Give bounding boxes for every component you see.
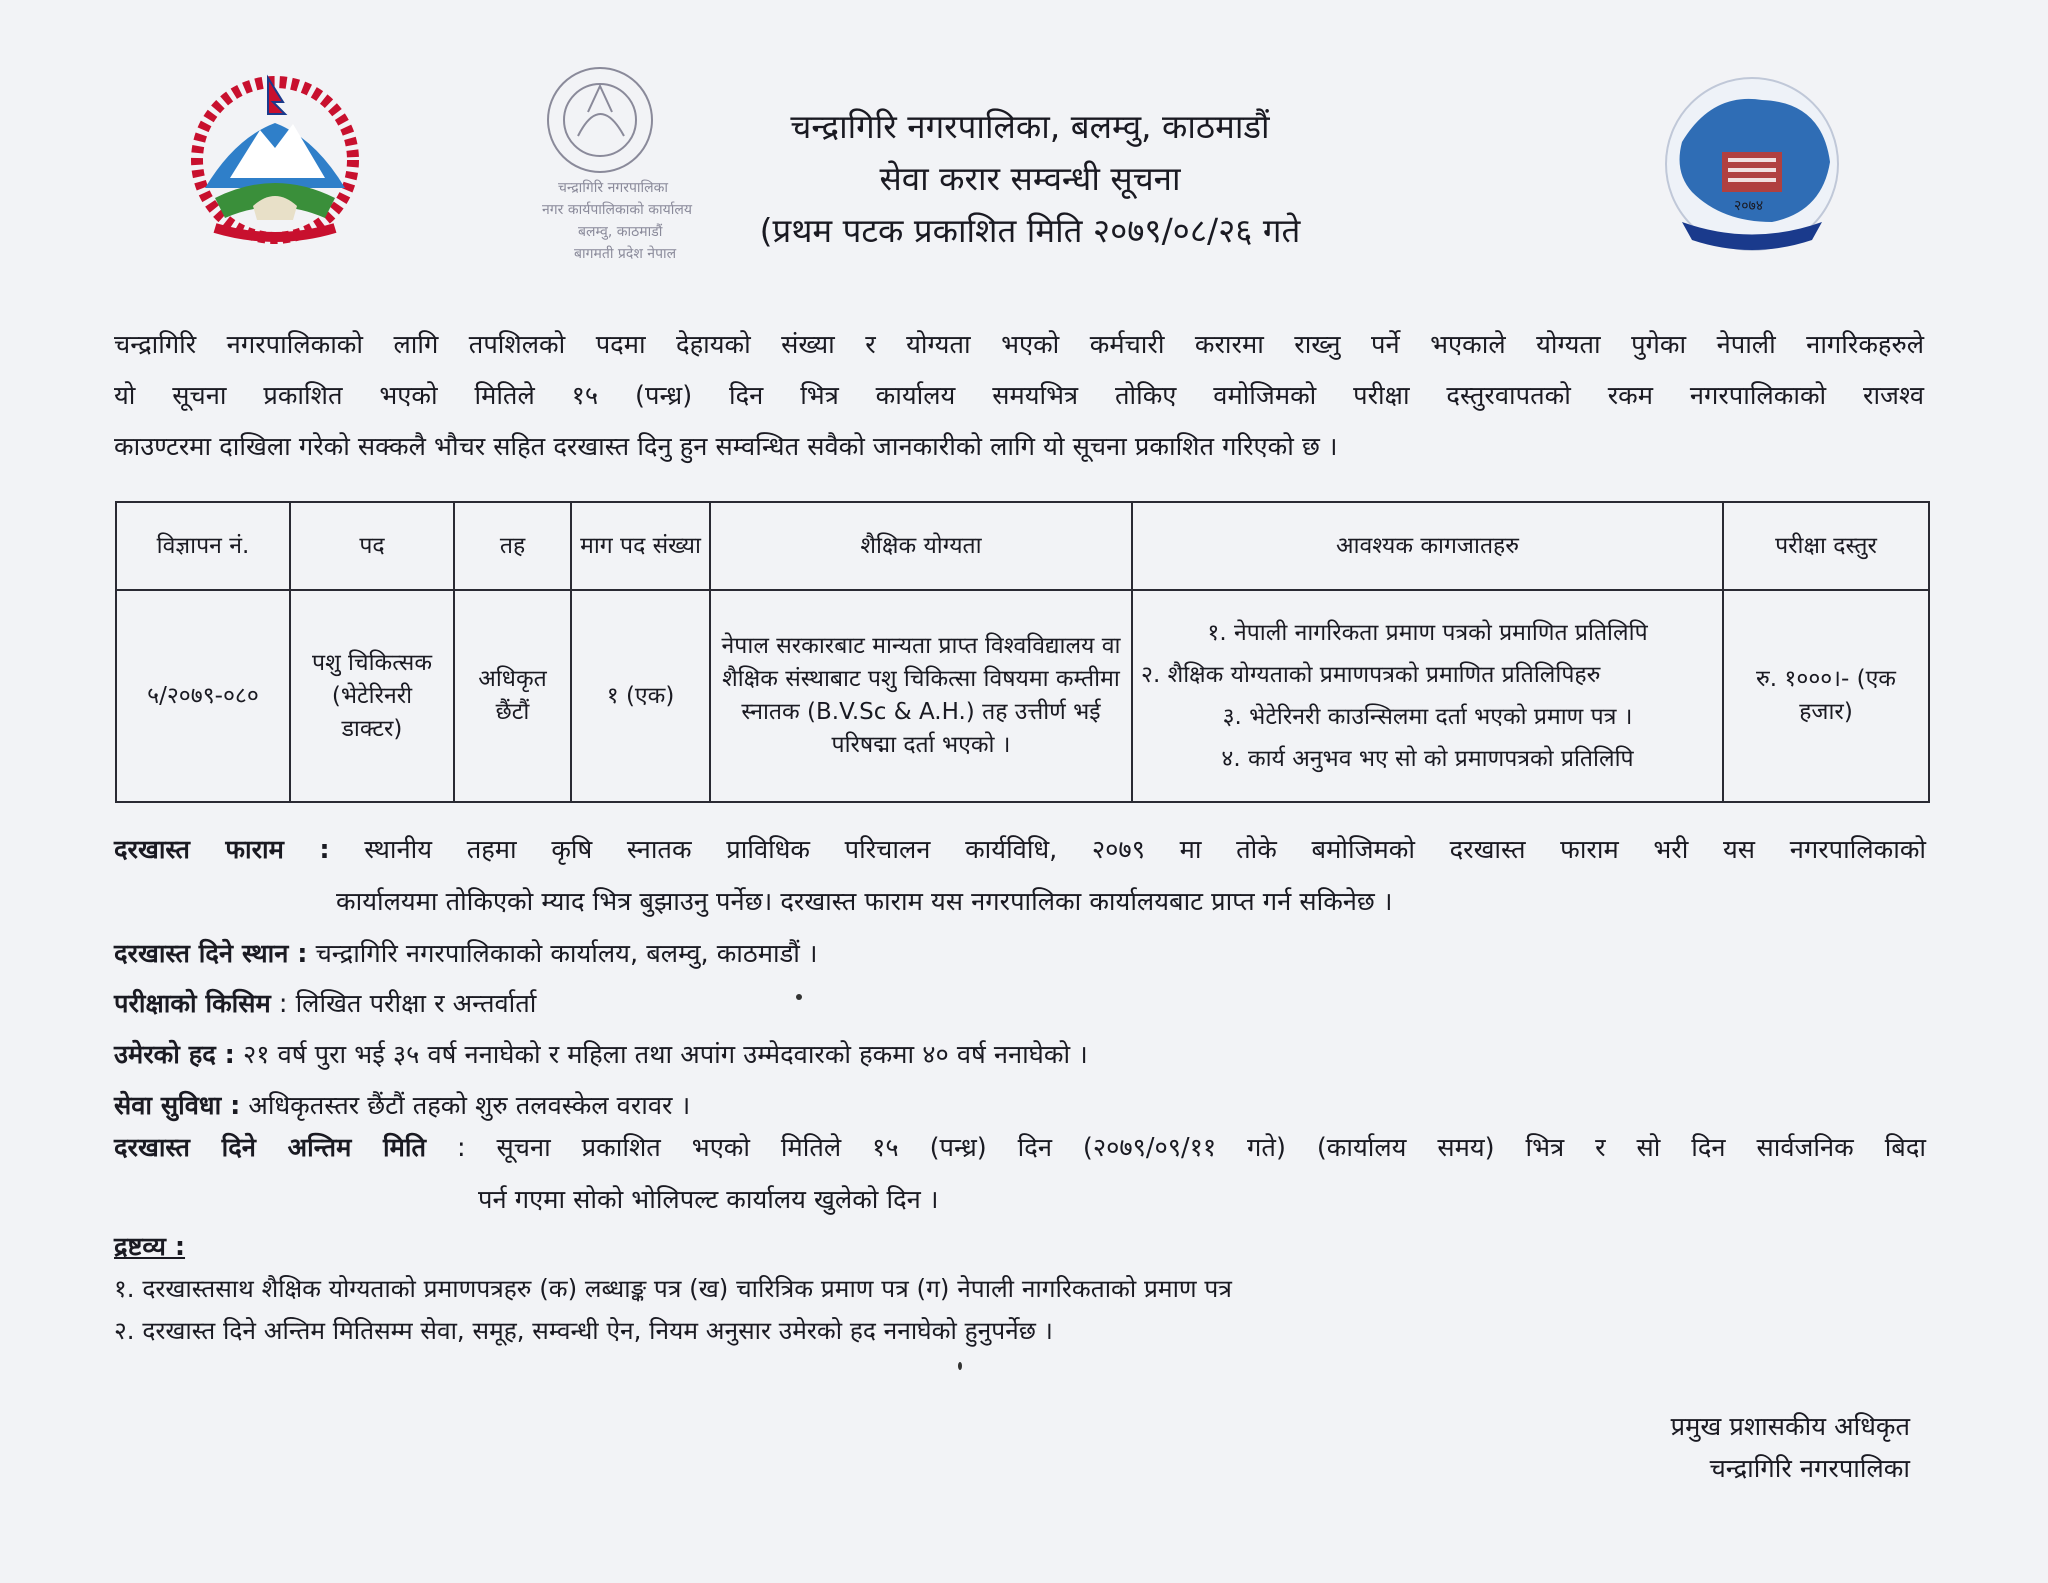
place-text: चन्द्रागिरि नगरपालिकाको कार्यालय, बलम्वु, काठमाडौं ।: [315, 939, 818, 969]
form-text: स्थानीय तहमा कृषि स्नातक प्राविधिक परिचालन कार्यविधि, २०७९ मा तोके बमोजिमको दरखास्त फाराम भरी यस नगरपालिकाको: [364, 835, 1927, 865]
cell-level: अधिकृत छैंटौं: [454, 590, 571, 802]
document-item: २. शैक्षिक योग्यताको प्रमाणपत्रको प्रमाणित प्रतिलिपिहरु: [1141, 662, 1601, 688]
application-form-line: [114, 825, 1926, 875]
cell-post: पशु चिकित्सक (भेटेरिनरी डाक्टर): [290, 590, 454, 802]
notice-title: सेवा करार सम्वन्धी सूचना: [879, 159, 1181, 198]
age-text: २१ वर्ष पुरा भई ३५ वर्ष ननाघेको र महिला तथा अपांग उम्मेदवारको हकमा ४० वर्ष ननाघेको ।: [243, 1040, 1088, 1070]
ink-spot: [958, 1362, 962, 1370]
cell-fee: रु. १०००।- (एक हजार): [1723, 590, 1929, 802]
document-item: ४. कार्य अनुभव भए सो को प्रमाणपत्रको प्रतिलिपि: [1221, 746, 1634, 772]
office-name: चन्द्रागिरि नगरपालिका, बलम्वु, काठमाडौं: [790, 107, 1270, 146]
intro-line: यो सूचना प्रकाशित भएको मितिले १५ (पन्ध्र) दिन भित्र कार्यालय समयभित्र तोकिए वमोजिमको परीक्षा दस्तुरवापतको रकम नगरपालिकाको राजश्व: [114, 381, 1924, 411]
document-item: १. नेपाली नागरिकता प्रमाण पत्रको प्रमाणित प्रतिलिपि: [1207, 620, 1648, 646]
signatory-office: चन्द्रागिरि नगरपालिका: [1709, 1454, 1910, 1484]
cell-qualification: नेपाल सरकारबाट मान्यता प्राप्त विश्वविद्यालय वा शैक्षिक संस्थाबाट पशु चिकित्सा विषयमा कम्तीमा स्नातक (B.V.Sc & A.H.) तह उत्तीर्ण भई परिषद्मा दर्ता भएको ।: [710, 590, 1132, 802]
form-label: दरखास्त फाराम :: [114, 835, 330, 865]
document-item: ३. भेटेरिनरी काउन्सिलमा दर्ता भएको प्रमाण पत्र ।: [1222, 704, 1633, 730]
age-label: उमेरको हद :: [114, 1040, 235, 1070]
seal-text-2: नगर कार्यपालिकाको कार्यालय: [542, 202, 692, 218]
deadline-label: दरखास्त दिने अन्तिम मिति: [114, 1133, 427, 1163]
exam-text: : लिखित परीक्षा र अन्तर्वार्ता: [278, 989, 537, 1019]
logo-year: २०७४: [1734, 198, 1764, 214]
cell-count: १ (एक): [571, 590, 710, 802]
notes-heading: द्रष्टव्य :: [114, 1232, 186, 1262]
exam-type-line: [114, 979, 536, 1029]
form-text-cont: कार्यालयमा तोकिएको म्याद भित्र बुझाउनु पर्नेछ। दरखास्त फाराम यस नगरपालिका कार्यालयबाट प्राप्त गर्न सकिनेछ ।: [336, 887, 1393, 917]
col-post: पद: [290, 502, 454, 590]
col-adv-no: विज्ञापन नं.: [116, 502, 290, 590]
facility-label: सेवा सुविधा :: [114, 1091, 241, 1121]
intro-line: काउण्टरमा दाखिला गरेको सक्कलै भौचर सहित दरखास्त दिनु हुन सम्वन्धित सवैको जानकारीको लागि यो सूचना प्रकाशित गरिएको छ ।: [114, 432, 1338, 462]
note-item: १. दरखास्तसाथ शैक्षिक योग्यताको प्रमाणपत्रहरु (क) लब्धाङ्क पत्र (ख) चारित्रिक प्रमाण पत्र (ग) नेपाली नागरिकताको प्रमाण पत्र: [114, 1274, 1232, 1303]
intro-paragraph: [114, 320, 1924, 473]
deadline-text: : सूचना प्रकाशित भएको मितिले १५ (पन्ध्र) दिन (२०७९/०९/११ गते) (कार्यालय समय) भित्र र सो दिन सार्वजनिक बिदा: [457, 1133, 1927, 1163]
vacancy-table: [115, 501, 1930, 803]
seal-text-3: बलम्वु, काठमाडौं: [578, 224, 663, 240]
ink-spot: [796, 994, 802, 1000]
col-count: माग पद संख्या: [571, 502, 710, 590]
col-fee: परीक्षा दस्तुर: [1723, 502, 1929, 590]
age-limit-line: [114, 1030, 1088, 1080]
deadline-line: [114, 1123, 1926, 1173]
col-documents: आवश्यक कागजातहरु: [1132, 502, 1723, 590]
intro-line: चन्द्रागिरि नगरपालिकाको लागि तपशिलको पदमा देहायको संख्या र योग्यता भएको कर्मचारी करारमा राख्नु पर्ने भएकाले योग्यता पुगेका नेपाली नागरिकहरुले: [114, 330, 1924, 360]
seal-text-4: बागमती प्रदेश नेपाल: [574, 246, 677, 262]
municipality-logo-icon: [1652, 72, 1852, 262]
nepal-emblem-icon: [175, 68, 375, 248]
application-place-line: [114, 929, 818, 979]
cell-documents: [1132, 590, 1723, 802]
note-item: २. दरखास्त दिने अन्तिम मितिसम्म सेवा, समूह, सम्वन्धी ऐन, नियम अनुसार उमेरको हद ननाघेको हुनुपर्नेछ ।: [114, 1316, 1053, 1345]
cell-adv-no: ५/२०७९-०८०: [116, 590, 290, 802]
place-label: दरखास्त दिने स्थान :: [114, 939, 308, 969]
published-date: (प्रथम पटक प्रकाशित मिति २०७९/०८/२६ गते: [759, 211, 1301, 250]
seal-text-1: चन्द्रागिरि नगरपालिका: [558, 180, 669, 196]
facility-text: अधिकृतस्तर छैंटौं तहको शुरु तलवस्केल वरावर ।: [248, 1091, 691, 1121]
table-header-row: [116, 502, 1929, 590]
table-row: [116, 590, 1929, 802]
deadline-text-cont: पर्न गएमा सोको भोलिपल्ट कार्यालय खुलेको दिन ।: [478, 1185, 939, 1215]
exam-label: परीक्षाको किसिम: [114, 989, 271, 1019]
office-seal-icon: [528, 52, 698, 264]
col-qualification: शैक्षिक योग्यता: [710, 502, 1132, 590]
col-level: तह: [454, 502, 571, 590]
signatory-title: प्रमुख प्रशासकीय अधिकृत: [1670, 1412, 1910, 1442]
